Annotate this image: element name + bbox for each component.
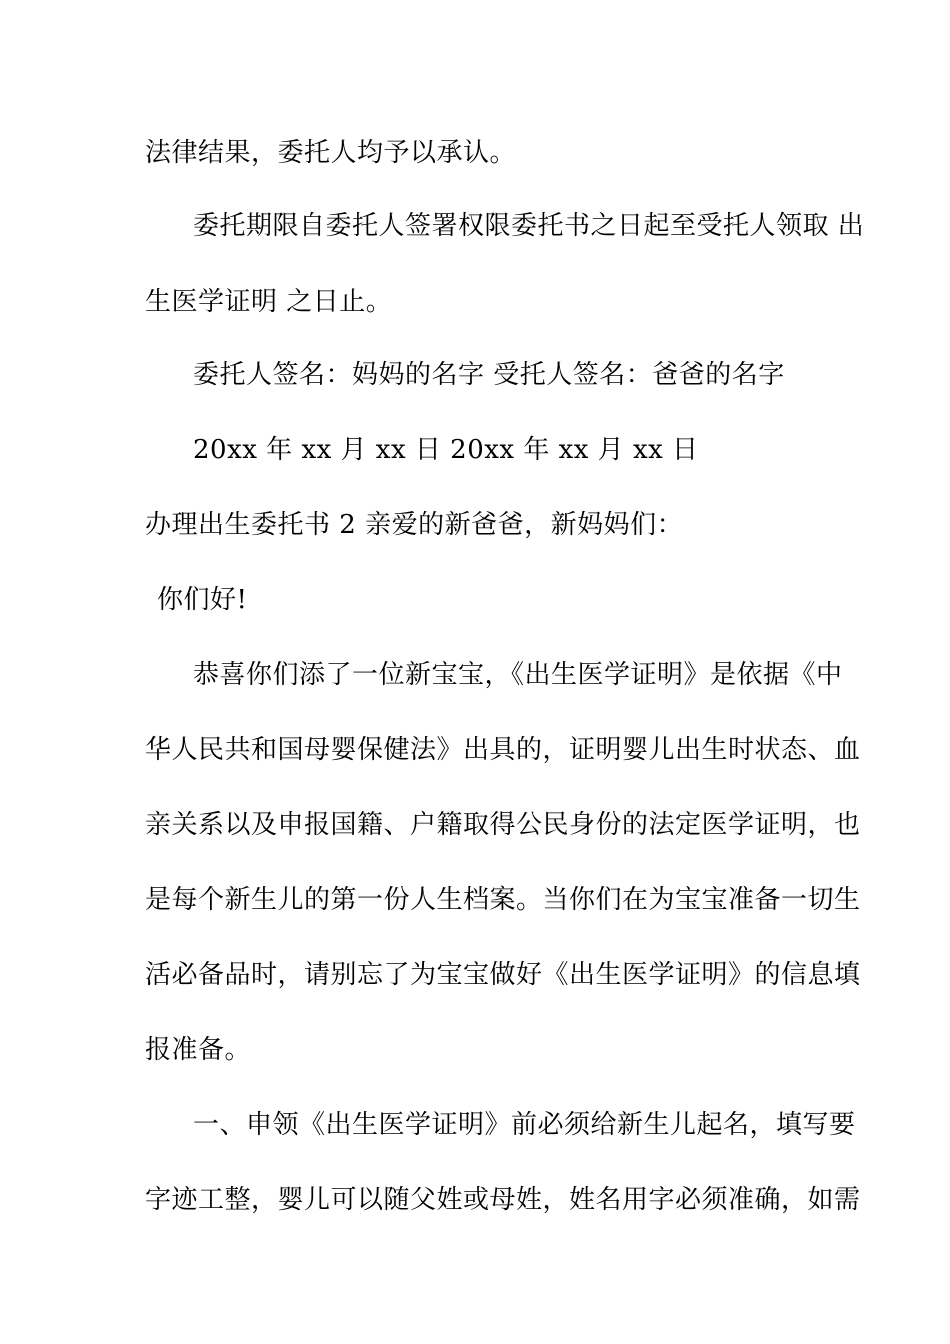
text-line: 报准备。 bbox=[145, 1035, 252, 1065]
greeting-line: 你们好! bbox=[157, 585, 248, 615]
text-line: 委托人签名：妈妈的名字 受托人签名：爸爸的名字 bbox=[193, 360, 785, 390]
heading-line: 办理出生委托书 2 亲爱的新爸爸，新妈妈们： bbox=[145, 510, 684, 540]
text-line: 一、申领《出生医学证明》前必须给新生儿起名，填写要 bbox=[193, 1110, 856, 1140]
text-line: 是每个新生儿的第一份人生档案。当你们在为宝宝准备一切生 bbox=[145, 885, 861, 915]
text-line: 华人民共和国母婴保健法》出具的，证明婴儿出生时状态、血 bbox=[145, 735, 861, 765]
text-line: 法律结果，委托人均予以承认。 bbox=[145, 138, 517, 168]
text-line: 生医学证明 之日止。 bbox=[145, 287, 393, 317]
text-line: 恭喜你们添了一位新宝宝，《出生医学证明》是依据《中 bbox=[193, 660, 843, 690]
text-line: 亲关系以及申报国籍、户籍取得公民身份的法定医学证明，也 bbox=[145, 810, 861, 840]
date-line: 20xx 年 xx 月 xx 日 20xx 年 xx 月 xx 日 bbox=[193, 435, 699, 465]
text-line: 字迹工整，婴儿可以随父姓或母姓，姓名用字必须准确，如需 bbox=[145, 1185, 861, 1215]
text-line: 活必备品时，请别忘了为宝宝做好《出生医学证明》的信息填 bbox=[145, 960, 861, 990]
text-line: 委托期限自委托人签署权限委托书之日起至受托人领取 出 bbox=[193, 211, 865, 241]
